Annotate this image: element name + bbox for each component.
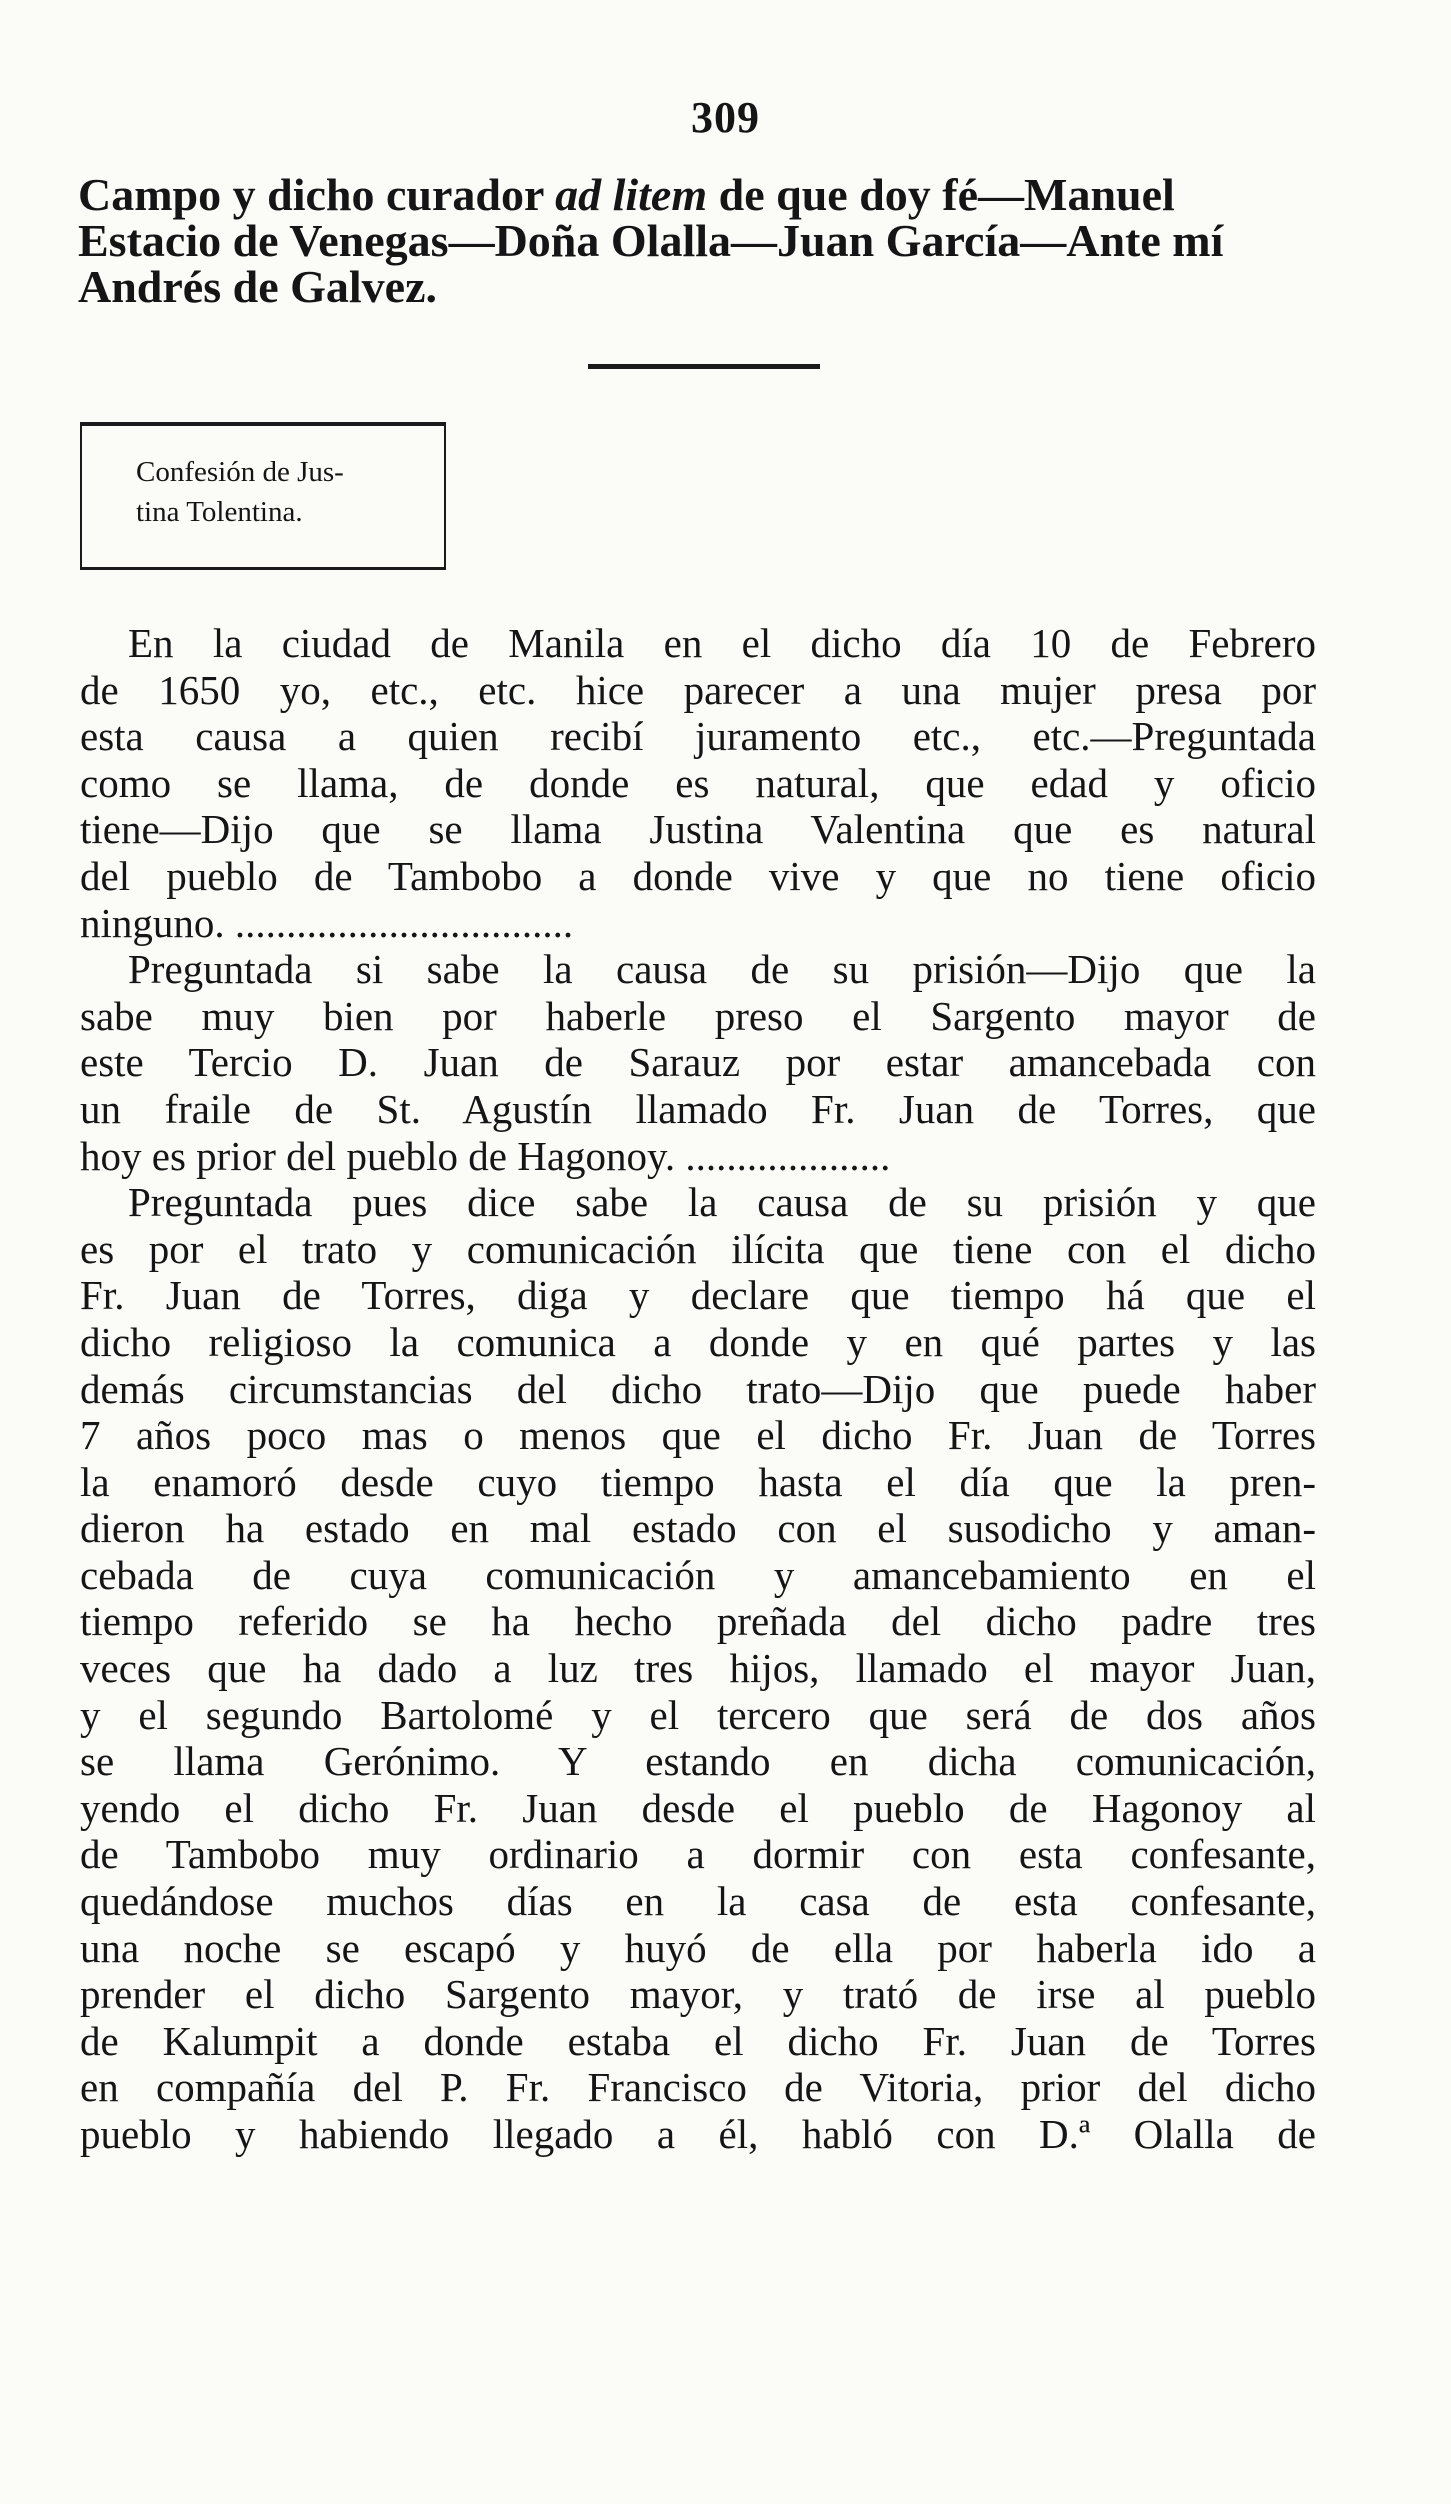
body-line: demás circumstancias del dicho trato—Dijo que puede haber	[80, 1365, 1316, 1412]
page-number: 309	[691, 93, 760, 142]
body-line: veces que ha dado a luz tres hijos, llamado el mayor Juan,	[80, 1645, 1316, 1692]
body-text	[80, 620, 1316, 2158]
body-line: es por el trato y comunicación ilícita que tiene con el dicho	[80, 1225, 1316, 1272]
body-line: en compañía del P. Fr. Francisco de Vitoria, prior del dicho	[80, 2064, 1316, 2111]
body-line: quedándose muchos días en la casa de esta confesante,	[80, 1878, 1316, 1925]
body-line: Preguntada pues dice sabe la causa de su prisión y que	[128, 1179, 1316, 1226]
section-divider	[588, 364, 820, 369]
intro-line: Andrés de Galvez.	[78, 261, 438, 312]
margin-note-box	[80, 422, 446, 570]
margin-note-line: Confesión de Jus-	[136, 456, 344, 488]
body-line: este Tercio D. Juan de Sarauz por estar amancebada con	[80, 1039, 1316, 1086]
body-line: dieron ha estado en mal estado con el susodicho y aman-	[80, 1505, 1316, 1552]
body-line: ninguno. .................................	[80, 899, 574, 946]
body-line: tiempo referido se ha hecho preñada del dicho padre tres	[80, 1598, 1316, 1645]
body-line: de 1650 yo, etc., etc. hice parecer a una mujer presa por	[80, 666, 1316, 713]
body-line: esta causa a quien recibí juramento etc., etc.—Preguntada	[80, 713, 1316, 760]
margin-note-line: tina Tolentina.	[136, 496, 303, 528]
body-line: En la ciudad de Manila en el dicho día 10 de Febrero	[128, 620, 1316, 666]
body-line: y el segundo Bartolomé y el tercero que será de dos años	[80, 1691, 1316, 1738]
body-line: yendo el dicho Fr. Juan desde el pueblo de Hagonoy al	[80, 1784, 1316, 1831]
intro-line: Campo y dicho curador ad litem de que doy fé—Manuel	[78, 169, 1175, 220]
body-line: prender el dicho Sargento mayor, y trató de irse al pueblo	[80, 1971, 1316, 2018]
body-line: se llama Gerónimo. Y estando en dicha comunicación,	[80, 1738, 1316, 1785]
body-line: 7 años poco mas o menos que el dicho Fr. Juan de Torres	[80, 1412, 1316, 1459]
body-line: del pueblo de Tambobo a donde vive y que no tiene oficio	[80, 852, 1316, 899]
body-line: cebada de cuya comunicación y amancebamiento en el	[80, 1551, 1316, 1598]
body-line: dicho religioso la comunica a donde y en qué partes y las	[80, 1318, 1316, 1365]
intro-paragraph	[78, 169, 1318, 312]
body-line: de Kalumpit a donde estaba el dicho Fr. Juan de Torres	[80, 2017, 1316, 2064]
body-line: Preguntada si sabe la causa de su prisión—Dijo que la	[128, 946, 1316, 993]
body-line: hoy es prior del pueblo de Hagonoy. ....................	[80, 1132, 891, 1179]
body-line: la enamoró desde cuyo tiempo hasta el día que la pren-	[80, 1458, 1316, 1505]
body-line: como se llama, de donde es natural, que edad y oficio	[80, 759, 1316, 806]
body-line: una noche se escapó y huyó de ella por haberla ido a	[80, 1924, 1316, 1971]
body-line: un fraile de St. Agustín llamado Fr. Juan de Torres, que	[80, 1085, 1316, 1132]
body-line: sabe muy bien por haberle preso el Sargento mayor de	[80, 992, 1316, 1039]
body-line: tiene—Dijo que se llama Justina Valentina que es natural	[80, 806, 1316, 853]
body-line: Fr. Juan de Torres, diga y declare que tiempo há que el	[80, 1272, 1316, 1319]
body-line: pueblo y habiendo llegado a él, habló con D.ª Olalla de	[80, 2111, 1316, 2157]
body-line: de Tambobo muy ordinario a dormir con esta confesante,	[80, 1831, 1316, 1878]
intro-line: Estacio de Venegas—Doña Olalla—Juan García—Ante mí	[78, 215, 1224, 266]
